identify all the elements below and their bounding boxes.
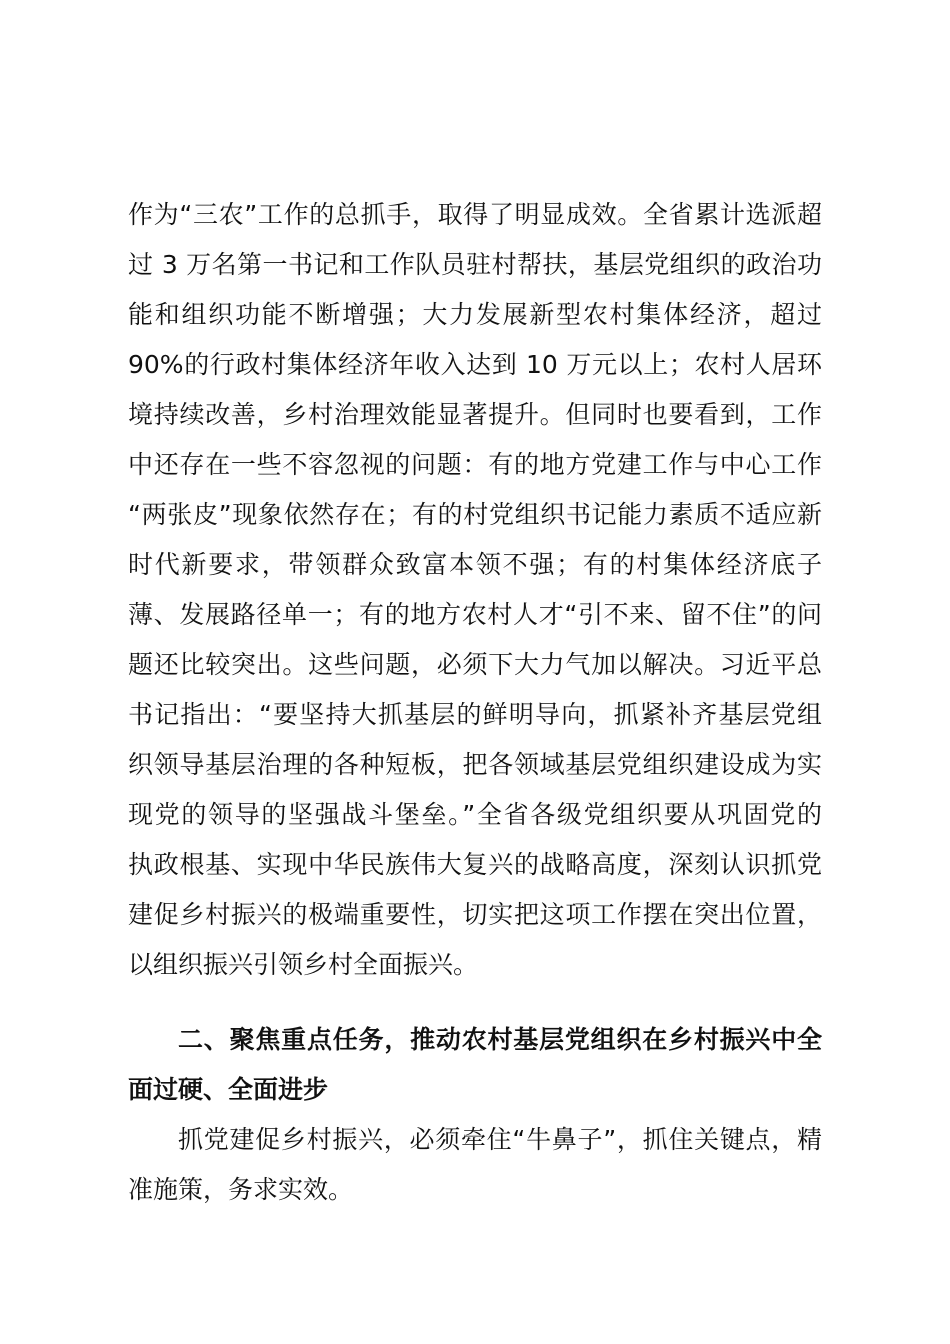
section-heading-line: 二、聚焦重点任务，推动农村基层党组织在乡村振兴中全	[178, 1025, 822, 1054]
body-text-line: 中还存在一些不容忽视的问题：有的地方党建工作与中心工作	[128, 450, 822, 479]
body-text-line: 时代新要求，带领群众致富本领不强；有的村集体经济底子	[128, 550, 822, 579]
body-text-line: “两张皮”现象依然存在；有的村党组织书记能力素质不适应新	[128, 500, 822, 529]
body-text-line: 以组织振兴引领乡村全面振兴。	[128, 950, 479, 979]
body-text-line: 作为“三农”工作的总抓手，取得了明显成效。全省累计选派超	[128, 200, 822, 229]
body-text-line: 现党的领导的坚强战斗堡垒。”全省各级党组织要从巩固党的	[128, 800, 822, 829]
body-text-line: 抓党建促乡村振兴，必须牵住“牛鼻子”，抓住关键点，精	[178, 1125, 822, 1154]
body-text-line: 书记指出：“要坚持大抓基层的鲜明导向，抓紧补齐基层党组	[128, 700, 822, 729]
section-heading-line: 面过硬、全面进步	[128, 1075, 329, 1104]
body-text-line: 90%的行政村集体经济年收入达到 10 万元以上；农村人居环	[128, 350, 822, 379]
body-text-line: 能和组织功能不断增强；大力发展新型农村集体经济，超过	[128, 300, 822, 329]
body-text-line: 准施策，务求实效。	[128, 1175, 354, 1204]
body-text-line: 过 3 万名第一书记和工作队员驻村帮扶，基层党组织的政治功	[128, 250, 822, 279]
body-text-line: 执政根基、实现中华民族伟大复兴的战略高度，深刻认识抓党	[128, 850, 822, 879]
body-text-line: 织领导基层治理的各种短板，把各领域基层党组织建设成为实	[128, 750, 822, 779]
body-text-line: 境持续改善，乡村治理效能显著提升。但同时也要看到，工作	[128, 400, 822, 429]
body-text-line: 薄、发展路径单一；有的地方农村人才“引不来、留不住”的问	[128, 600, 822, 629]
body-text-line: 题还比较突出。这些问题，必须下大力气加以解决。习近平总	[128, 650, 822, 679]
body-text-line: 建促乡村振兴的极端重要性，切实把这项工作摆在突出位置，	[128, 900, 822, 929]
